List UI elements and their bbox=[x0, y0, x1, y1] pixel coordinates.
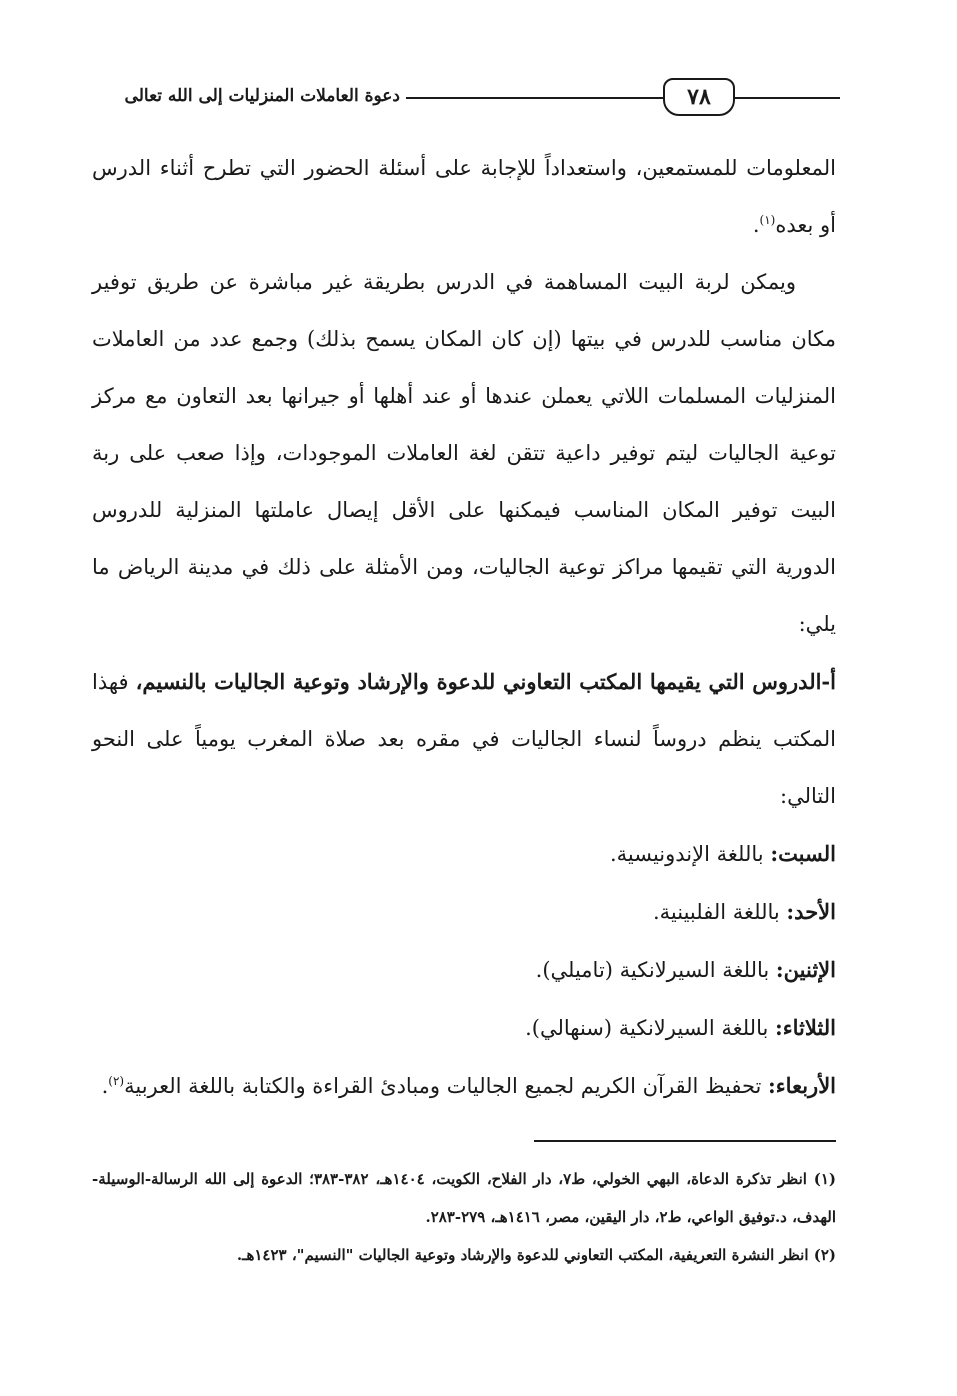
footnote: (١) انظر تذكرة الدعاة، البهي الخولي، ط٧، دار الفلاح، الكويت، ١٤٠٤هـ، ٣٨٢-٣٨٣؛ الدعوة إلى الله الرسالة-الوسيلة-الهدف، د.توفيق الواعي، ط٢، دار اليقين، مصر، ١٤١٦هـ، ٢٧٩-٢٨٣. bbox=[92, 1170, 836, 1226]
footnote-ref: (٢) bbox=[108, 1074, 125, 1088]
day-label: الأحد: bbox=[786, 899, 836, 924]
footnote: (٢) انظر النشرة التعريفية، المكتب التعاوني للدعوة والإرشاد وتوعية الجاليات "النسيم"، ١٤٢٣هـ. bbox=[236, 1246, 836, 1264]
list-item-label: أ-الدروس التي يقيمها المكتب التعاوني للدعوة والإرشاد وتوعية الجاليات بالنسيم، bbox=[135, 669, 836, 694]
day-text: باللغة الفلبينية. bbox=[652, 900, 780, 924]
footnotes bbox=[92, 1160, 836, 1274]
day-text: باللغة الإندونيسية. bbox=[609, 842, 764, 866]
list-item-text: فهذا المكتب ينظم دروساً لنساء الجاليات في مقره بعد صلاة المغرب يومياً على النحو التالي: bbox=[92, 670, 836, 808]
schedule-item bbox=[92, 1057, 836, 1115]
schedule-item bbox=[92, 825, 836, 883]
day-text: باللغة السيرلانكية (سنهالي). bbox=[525, 1016, 769, 1040]
footnote-ref: (١) bbox=[759, 213, 776, 227]
day-label: الأربعاء: bbox=[768, 1073, 836, 1098]
paragraph: المعلومات للمستمعين، واستعداداً للإجابة على أسئلة الحضور التي تطرح أثناء الدرس أو بعده$^{(١)}$. bbox=[92, 156, 836, 237]
list-item-a bbox=[92, 653, 836, 825]
day-text: باللغة السيرلانكية (تاميلي). bbox=[535, 958, 770, 982]
day-label: الثلاثاء: bbox=[775, 1015, 836, 1040]
day-label: الإثنين: bbox=[775, 957, 836, 982]
day-text: تحفيظ القرآن الكريم لجميع الجاليات ومبادئ القراءة والكتابة باللغة العربية bbox=[124, 1074, 762, 1098]
footnote-separator bbox=[534, 1140, 836, 1142]
schedule-item bbox=[92, 999, 836, 1057]
header-rule bbox=[728, 97, 840, 99]
day-label: السبت: bbox=[770, 841, 836, 866]
main-text bbox=[92, 140, 836, 1115]
schedule-item bbox=[92, 941, 836, 999]
paragraph-text: المعلومات للمستمعين، واستعداداً للإجابة على أسئلة الحضور التي تطرح أثناء الدرس أو بعده bbox=[92, 156, 836, 237]
running-header bbox=[88, 78, 840, 118]
punctuation: . bbox=[101, 1074, 109, 1098]
schedule-item bbox=[92, 883, 836, 941]
running-title: دعوة العاملات المنزليات إلى الله تعالى bbox=[124, 86, 400, 106]
page-number: ٧٨ bbox=[663, 78, 735, 116]
paragraph: ويمكن لربة البيت المساهمة في الدرس بطريقة غير مباشرة عن طريق توفير مكان مناسب للدرس في بيتها (إن كان المكان يسمح بذلك) وجمع عدد من العاملات المنزليات المسلمات اللاتي يعملن عندها أو عند أهلها أو جيرانها بعد التعاون مع مركز توعية الجاليات ليتم توفير داعية تتقن لغة العاملات الموجودات، وإذا صعب على ربة البيت توفير المكان المناسب فيمكنها على الأقل إيصال عاملتها المنزلية للدروس الدورية التي تقيمها مراكز توعية الجاليات، ومن الأمثلة على ذلك في مدينة الرياض ما يلي: bbox=[92, 270, 836, 636]
